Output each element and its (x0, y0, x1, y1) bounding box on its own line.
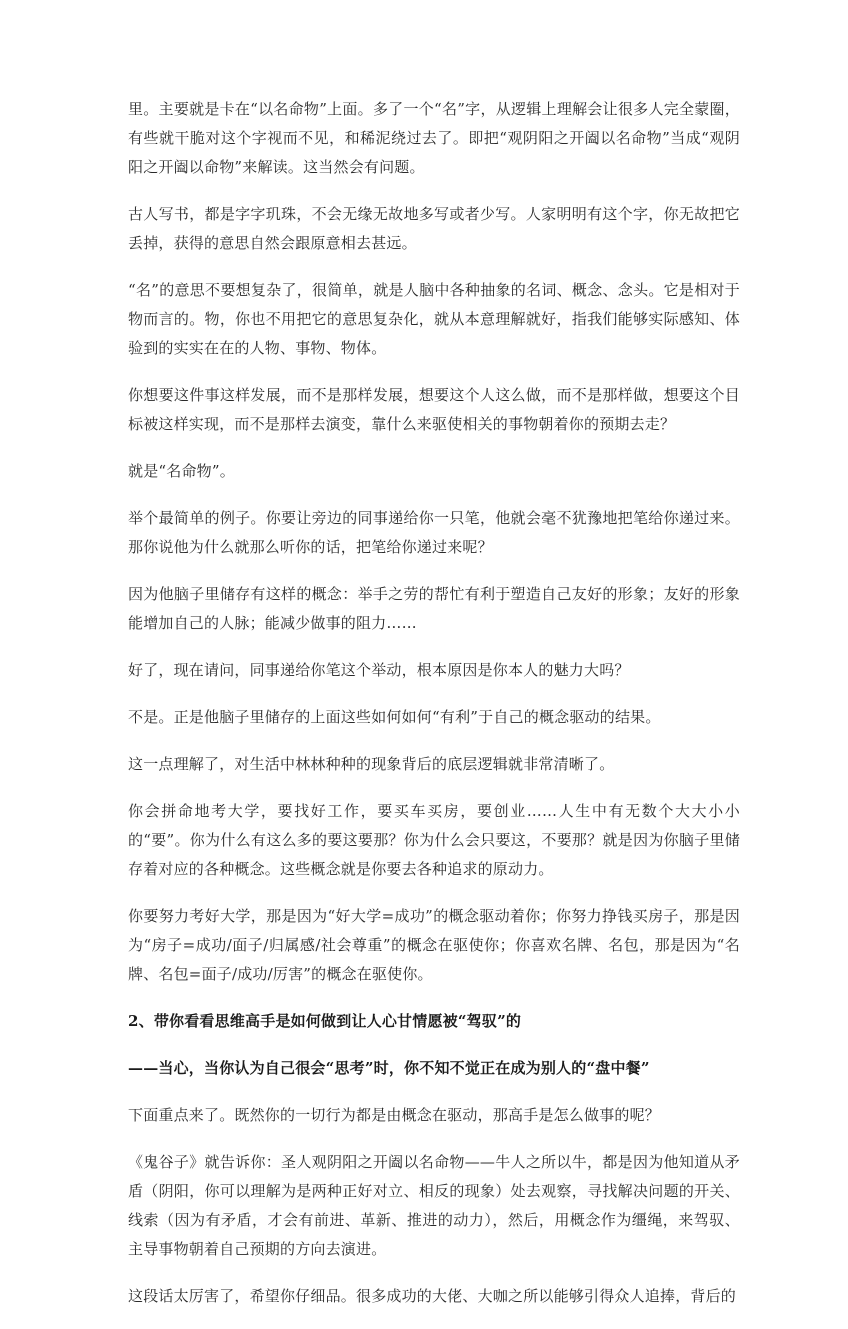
paragraph: “名”的意思不要想复杂了，很简单，就是人脑中各种抽象的名词、概念、念头。它是相对于物而言的。物，你也不用把它的意思复杂化，就从本意理解就好，指我们能够实际感知、体验到的实实在在的人物、事物、物体。 (128, 281, 740, 357)
paragraph: 这一点理解了，对生活中林林种种的现象背后的底层逻辑就非常清晰了。 (128, 755, 615, 773)
section-heading: 2、带你看看思维高手是如何做到让人心甘情愿被“驾驭”的 (128, 1012, 522, 1030)
paragraph: 就是“名命物”。 (128, 462, 235, 480)
paragraph: 这段话太厉害了，希望你仔细品。很多成功的大佬、大咖之所以能够引得众人追捧，背后的 (128, 1287, 737, 1305)
paragraph: 好了，现在请问，同事递给你笔这个举动，根本原因是你本人的魅力大吗？ (128, 661, 630, 679)
section-subheading: ——当心，当你认为自己很会“思考”时，你不知不觉正在成为别人的“盘中餐” (128, 1059, 650, 1077)
document-page (128, 95, 740, 1329)
paragraph: 古人写书，都是字字玑珠，不会无缘无故地多写或者少写。人家明明有这个字，你无故把它丢掉，获得的意思自然会跟原意相去甚远。 (128, 205, 740, 252)
paragraph: 因为他脑子里储存有这样的概念：举手之劳的帮忙有利于塑造自己友好的形象；友好的形象能增加自己的人脉；能减少做事的阻力…… (128, 585, 740, 632)
paragraph: 《鬼谷子》就告诉你：圣人观阴阳之开阖以名命物——牛人之所以牛，都是因为他知道从矛盾（阴阳，你可以理解为是两种正好对立、相反的现象）处去观察，寻找解决问题的开关、线索（因为有矛盾，才会有前进、革新、推进的动力），然后，用概念作为缰绳，来驾驭、主导事物朝着自己预期的方向去演进。 (128, 1153, 740, 1258)
paragraph: 举个最简单的例子。你要让旁边的同事递给你一只笔，他就会毫不犹豫地把笔给你递过来。那你说他为什么就那么听你的话，把笔给你递过来呢？ (128, 509, 740, 556)
paragraph: 里。主要就是卡在“以名命物”上面。多了一个“名”字，从逻辑上理解会让很多人完全蒙圈，有些就干脆对这个字视而不见，和稀泥绕过去了。即把“观阴阳之开阖以名命物”当成“观阴阳之开阖以命物”来解读。这当然会有问题。 (128, 100, 740, 176)
paragraph: 你想要这件事这样发展，而不是那样发展，想要这个人这么做，而不是那样做，想要这个目标被这样实现，而不是那样去演变，靠什么来驱使相关的事物朝着你的预期去走？ (128, 386, 740, 433)
paragraph: 不是。正是他脑子里储存的上面这些如何如何“有利”于自己的概念驱动的结果。 (128, 708, 661, 726)
paragraph: 你要努力考好大学，那是因为“好大学=成功”的概念驱动着你；你努力挣钱买房子，那是因为“房子=成功/面子/归属感/社会尊重”的概念在驱使你；你喜欢名牌、名包，那是因为“名牌、名包=面子/成功/厉害”的概念在驱使你。 (128, 907, 740, 983)
paragraph: 你会拼命地考大学，要找好工作，要买车买房，要创业……人生中有无数个大大小小的“要”。你为什么有这么多的要这要那？你为什么会只要这，不要那？就是因为你脑子里储存着对应的各种概念。这些概念就是你要去各种追求的原动力。 (128, 802, 740, 878)
paragraph: 下面重点来了。既然你的一切行为都是由概念在驱动，那高手是怎么做事的呢？ (128, 1106, 661, 1124)
